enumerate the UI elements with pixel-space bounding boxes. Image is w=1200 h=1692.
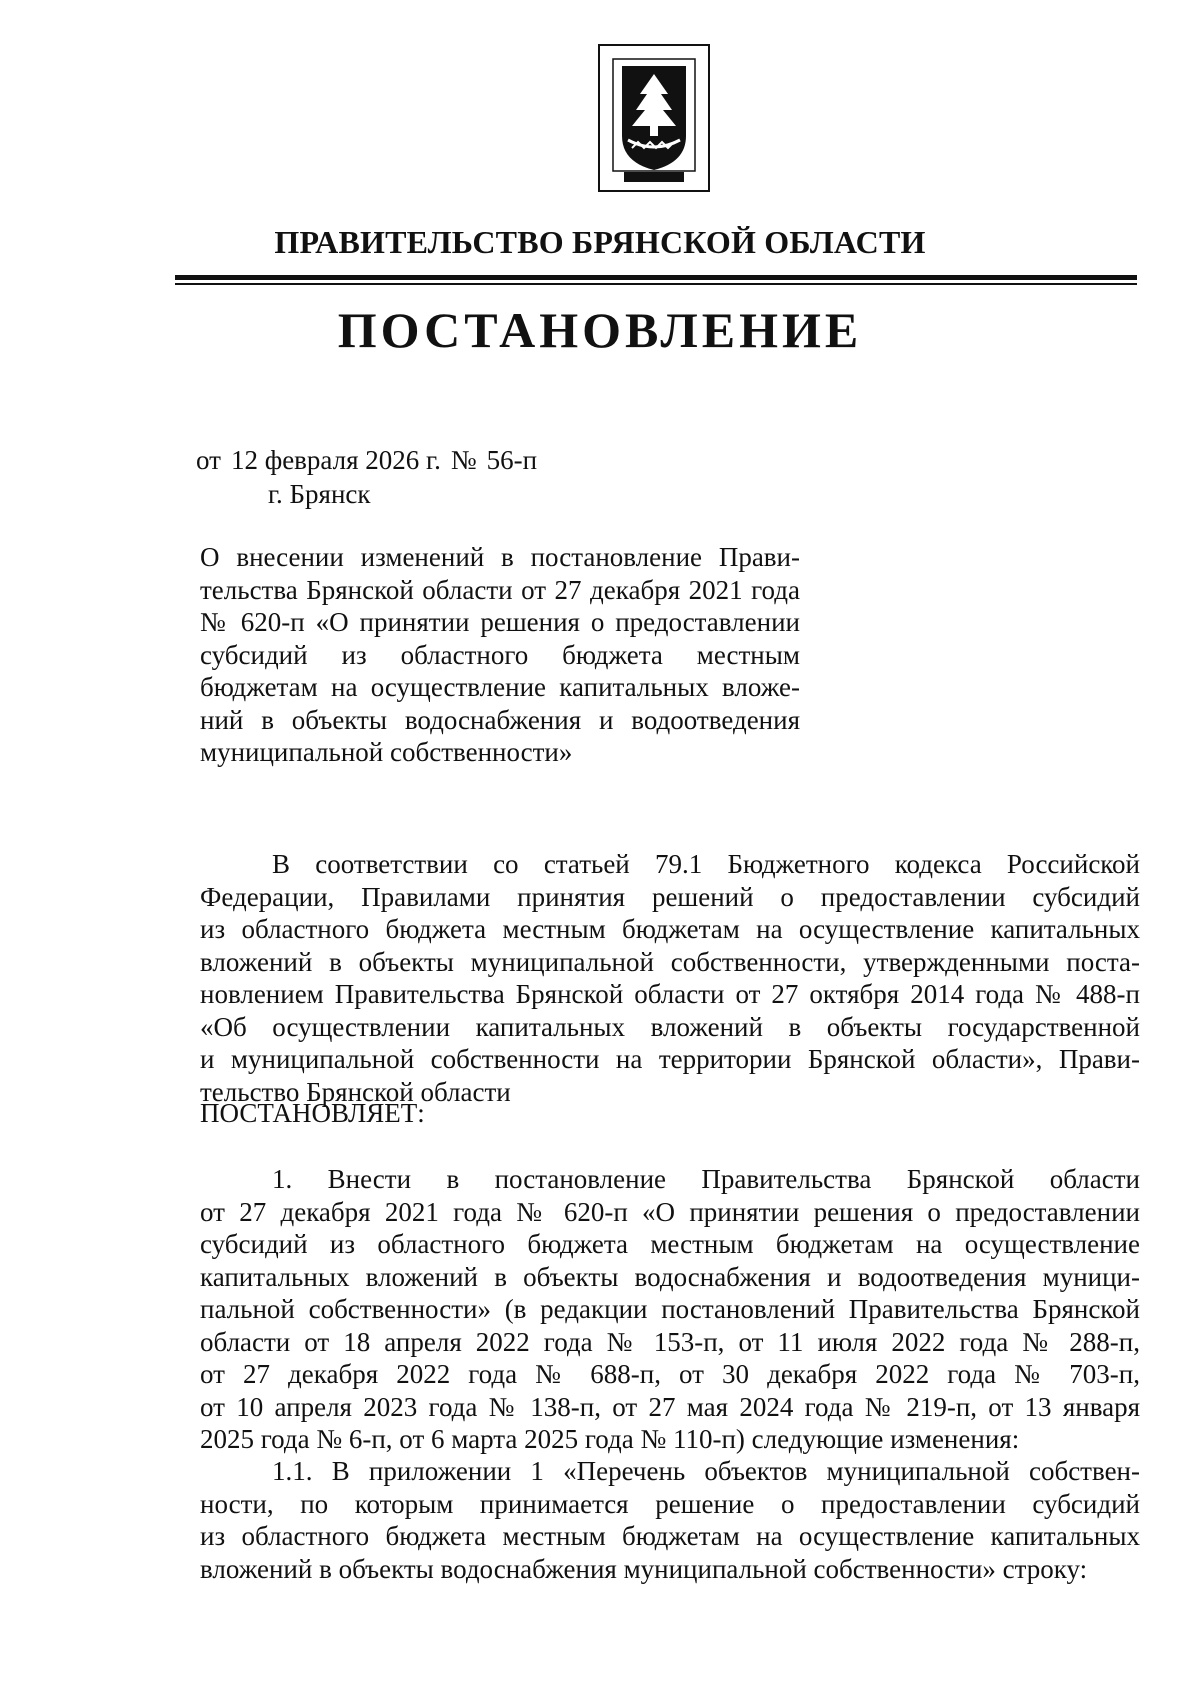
item-1-1-line: вложений в объекты водоснабжения муниципальной собственности» строку: [200,1553,1088,1584]
preamble-line: В соответствии со статьей 79.1 Бюджетного кодекса Российской [272,849,1140,879]
preamble-line: и муниципальной собственности на территории Брянской области», Прави- [200,1044,1140,1074]
item-1-1-line: ности, по которым принимается решение о предоставлении субсидий [200,1488,1140,1519]
preamble-line: из областного бюджета местным бюджетам на осуществление капитальных [200,914,1140,944]
number-sign: № [450,445,477,475]
subject-line: субсидий из областного бюджета местным [200,639,800,670]
government-title: ПРАВИТЕЛЬСТВО БРЯНСКОЙ ОБЛАСТИ [274,224,926,260]
item-1-line: субсидий из областного бюджета местным бюджетам на осуществление [200,1229,1140,1259]
item-1-1-line: 1.1. В приложении 1 «Перечень объектов муниципальной собствен- [272,1456,1140,1486]
document-date: 12 февраля 2026 г. [230,445,441,475]
coat-of-arms-emblem [598,44,710,192]
item-1-paragraph [200,1163,1140,1456]
preamble-line: Федерации, Правилами принятия решений о предоставлении субсидий [200,881,1140,912]
subject-line: № 620-п «О принятии решения о предоставлении [200,607,800,637]
header-rule-thin [175,283,1137,285]
item-1-line: капитальных вложений в объекты водоснабжения и водоотведения муници- [200,1261,1140,1292]
date-number-line [196,444,547,476]
document-number: 56-п [486,445,538,475]
header-rule-thick [175,275,1137,280]
decree-word: ПОСТАНОВЛЯЕТ: [200,1098,425,1128]
subject-line: тельства Брянской области от 27 декабря 2021 года [200,574,800,605]
item-1-line: 2025 года № 6-п, от 6 марта 2025 года № 110-п) следующие изменения: [200,1424,1020,1454]
preamble-paragraph [200,848,1140,1108]
item-1-line: пальной собственности» (в редакции постановлений Правительства Брянской [200,1294,1140,1324]
document-type-heading: ПОСТАНОВЛЕНИЕ [337,302,863,358]
item-1-1-paragraph [200,1455,1140,1585]
preamble-line: вложений в объекты муниципальной собственности, утвержденными поста- [200,946,1140,977]
subject-line: ний в объекты водоснабжения и водоотведения [200,704,800,735]
document-city: г. Брянск [268,479,371,509]
preamble-line: новлением Правительства Брянской области от 27 октября 2014 года № 488-п [200,979,1140,1009]
item-1-1-line: из областного бюджета местным бюджетам на осуществление капитальных [200,1521,1140,1551]
preamble-line: тельство Брянской области [200,1076,511,1107]
document-subject [200,541,800,769]
item-1-line: от 27 декабря 2022 года № 688-п, от 30 декабря 2022 года № 703-п, [200,1359,1140,1389]
item-1-line: от 10 апреля 2023 года № 138-п, от 27 мая 2024 года № 219-п, от 13 января [200,1391,1140,1422]
item-1-line: 1. Внести в постановление Правительства Брянской области [272,1164,1140,1194]
preamble-line: «Об осуществлении капитальных вложений в объекты государственной [200,1011,1140,1042]
subject-line: О внесении изменений в постановление Прави- [200,542,800,572]
subject-line: бюджетам на осуществление капитальных вложе- [200,672,800,702]
item-1-line: области от 18 апреля 2022 года № 153-п, от 11 июля 2022 года № 288-п, [200,1326,1140,1357]
item-1-line: от 27 декабря 2021 года № 620-п «О принятии решения о предоставлении [200,1196,1140,1227]
date-prefix: от [196,445,221,475]
subject-line: муниципальной собственности» [200,737,573,767]
